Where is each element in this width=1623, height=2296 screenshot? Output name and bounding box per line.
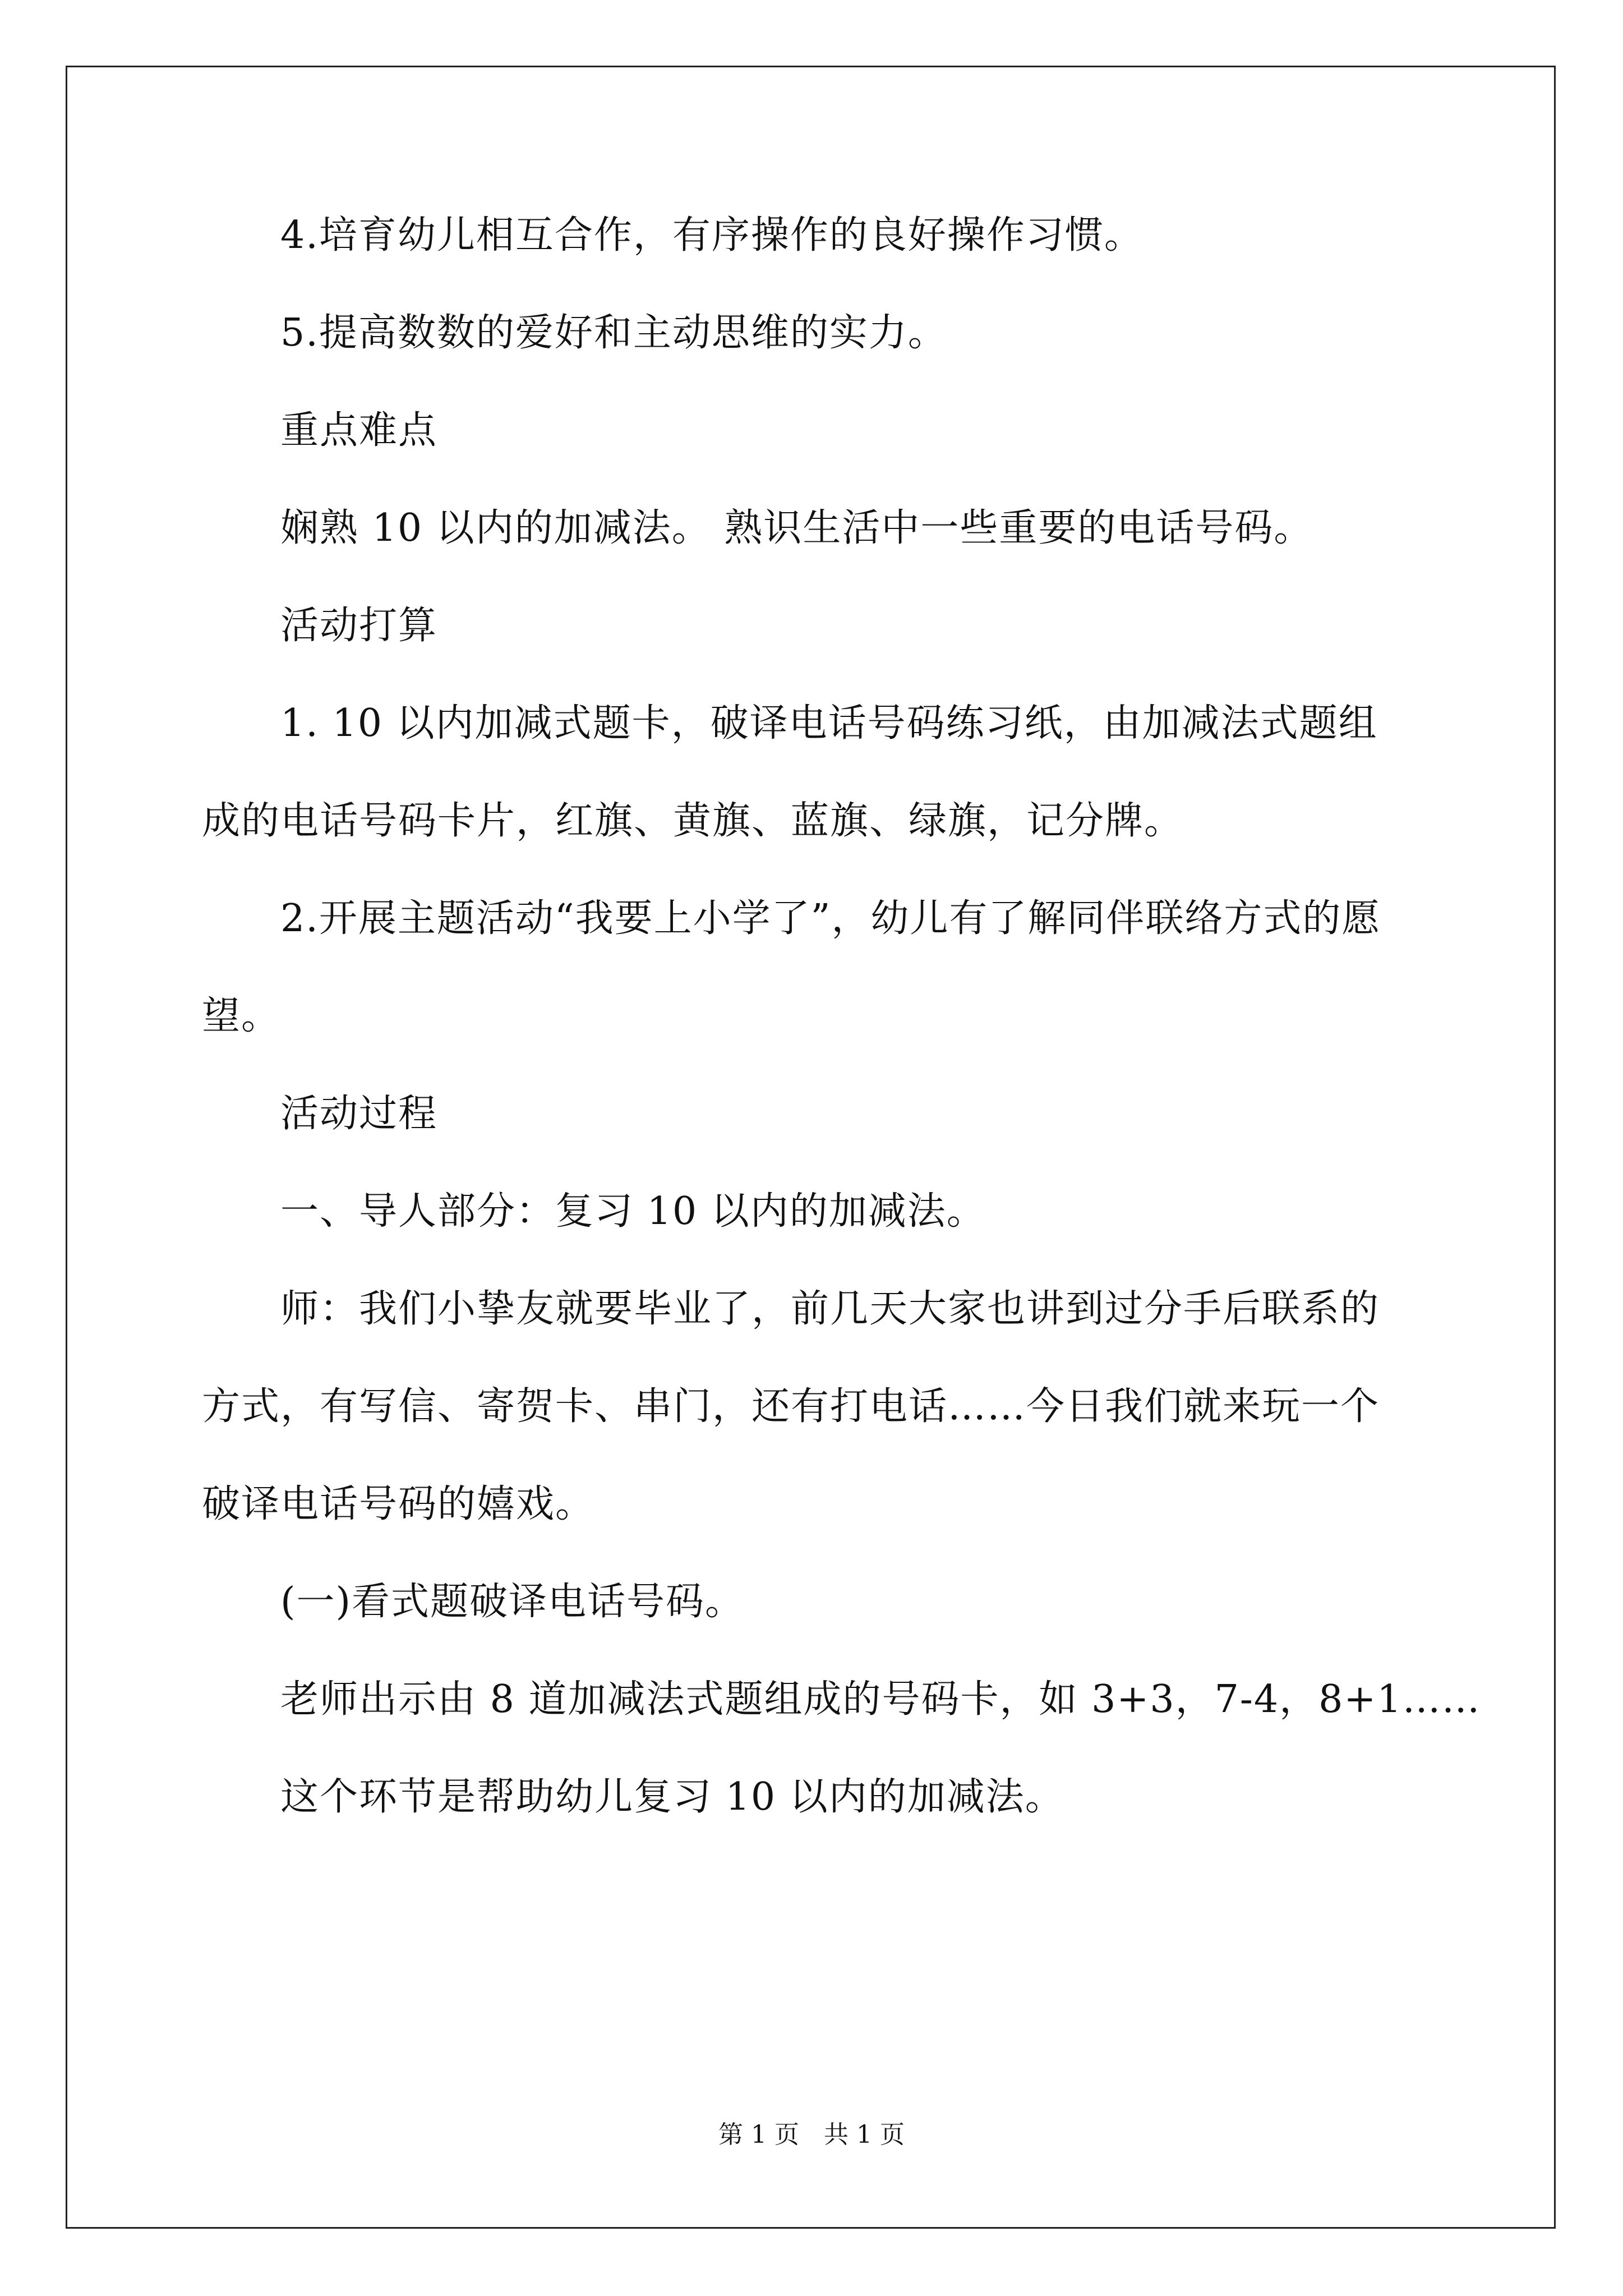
paragraph-line: 一、导人部分：复习 10 以内的加减法。	[280, 1189, 986, 1234]
paragraph-line: 师：我们小挚友就要毕业了，前几天大家也讲到过分手后联系的	[280, 1287, 1380, 1331]
paragraph-line: 4.培育幼儿相互合作，有序操作的良好操作习惯。	[280, 213, 1144, 257]
paragraph-line: 破译电话号码的嬉戏。	[202, 1482, 595, 1526]
paragraph-line: 老师出示由 8 道加减法式题组成的号码卡，如 3+3，7-4，8+1……	[280, 1677, 1481, 1722]
section-heading: 重点难点	[280, 408, 438, 453]
paragraph-line: (一)看式题破译电话号码。	[280, 1580, 745, 1624]
paragraph-line: 望。	[202, 994, 281, 1038]
paragraph-line: 成的电话号码卡片，红旗、黄旗、蓝旗、绿旗，记分牌。	[202, 799, 1184, 843]
page-number-footer: 第 1 页 共 1 页	[718, 2120, 905, 2149]
paragraph-line: 这个环节是帮助幼儿复习 10 以内的加减法。	[280, 1775, 1064, 1819]
paragraph-line: 娴熟 10 以内的加减法。 熟识生活中一些重要的电话号码。	[280, 506, 1313, 550]
paragraph-line: 2.开展主题活动“我要上小学了”，幼儿有了解同伴联络方式的愿	[280, 896, 1381, 941]
paragraph-line: 1. 10 以内加减式题卡，破译电话号码练习纸，由加减法式题组	[280, 701, 1378, 746]
page-border	[66, 66, 1556, 2229]
paragraph-line: 方式，有写信、寄贺卡、串门，还有打电话……今日我们就来玩一个	[202, 1384, 1380, 1429]
section-heading: 活动过程	[280, 1092, 438, 1136]
section-heading: 活动打算	[280, 604, 438, 648]
paragraph-line: 5.提高数数的爱好和主动思维的实力。	[280, 311, 947, 355]
